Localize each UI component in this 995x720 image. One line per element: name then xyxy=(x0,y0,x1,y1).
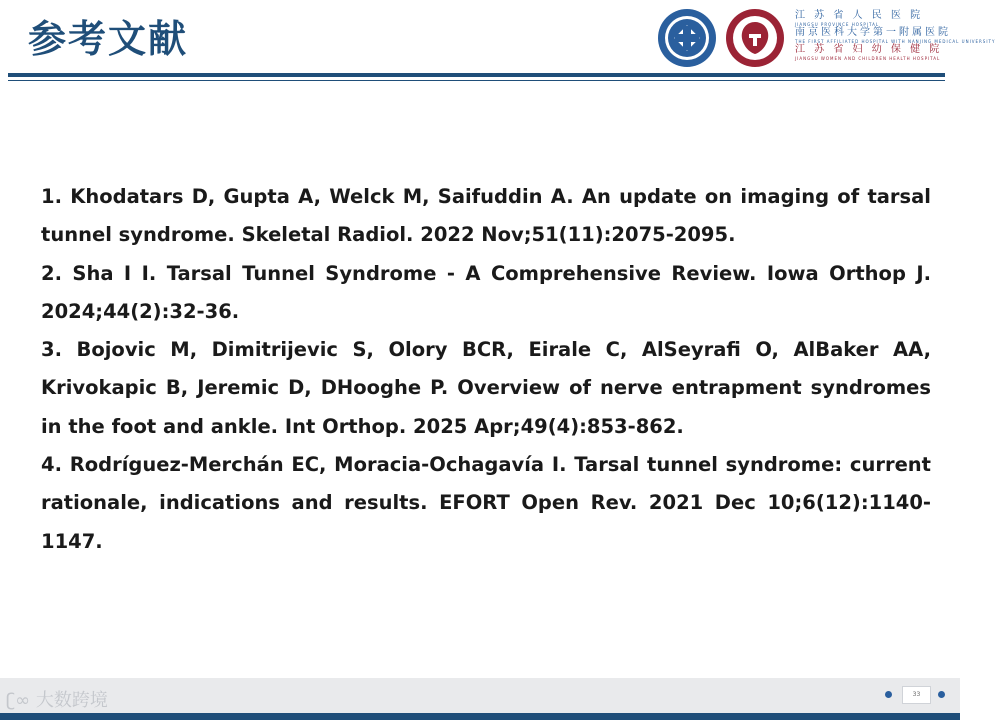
page-title: 参考文献 xyxy=(28,17,189,61)
nav-dot-icon xyxy=(885,691,892,698)
nav-dot-icon xyxy=(938,691,945,698)
reference-item: 1. Khodatars D, Gupta A, Welck M, Saifuddin A. An update on imaging of tarsal tunnel syndrome. Skeletal Radiol. 2022 Nov;51(11):2075-2095. xyxy=(41,185,931,247)
footer-band xyxy=(0,678,960,714)
header-divider-thin xyxy=(8,80,945,81)
reference-item: 3. Bojovic M, Dimitrijevic S, Olory BCR, Eirale C, AlSeyrafi O, AlBaker AA, Krivokapic B, Jeremic D, DHooghe P. Overview of nerve entrapment syndromes in the foot and ankle. Int Orthop. 2025 Apr;49(4):853-862. xyxy=(41,338,931,438)
hospital-name-2: 南京医科大学第一附属医院 xyxy=(795,27,951,38)
header-divider xyxy=(8,73,945,77)
hospital-name-3-en: JIANGSU WOMEN AND CHILDREN HEALTH HOSPITAL xyxy=(795,56,941,61)
reference-item: 4. Rodríguez-Merchán EC, Moracia-Ochagavía I. Tarsal tunnel syndrome: current rationale, indications and results. EFORT Open Rev. 2021 Dec 10;6(12):1140-1147. xyxy=(41,453,931,553)
reference-item: 2. Sha I I. Tarsal Tunnel Syndrome - A Comprehensive Review. Iowa Orthop J. 2024;44(2):32-36. xyxy=(41,261,931,323)
hospital-name-1-en: JIANGSU PROVINCE HOSPITAL xyxy=(795,22,880,27)
watermark xyxy=(6,686,108,712)
hospital-name-2-en: THE FIRST AFFILIATED HOSPITAL WITH NANJING MEDICAL UNIVERSITY xyxy=(795,39,995,44)
page-number: 33 xyxy=(902,686,931,704)
watermark-text: 大数跨境 xyxy=(35,690,108,711)
hospital-name-1: 江 苏 省 人 民 医 院 xyxy=(795,10,924,21)
hospital-seal-logo xyxy=(657,8,717,68)
hospital-logos xyxy=(655,6,995,68)
hospital-emblem-logo xyxy=(725,8,785,68)
hospital-names xyxy=(795,10,995,61)
reference-list xyxy=(41,178,931,561)
footer-bar xyxy=(0,713,960,720)
hospital-name-3: 江 苏 省 妇 幼 保 健 院 xyxy=(795,44,943,55)
watermark-logo-icon: ʗ∞ xyxy=(6,690,31,711)
